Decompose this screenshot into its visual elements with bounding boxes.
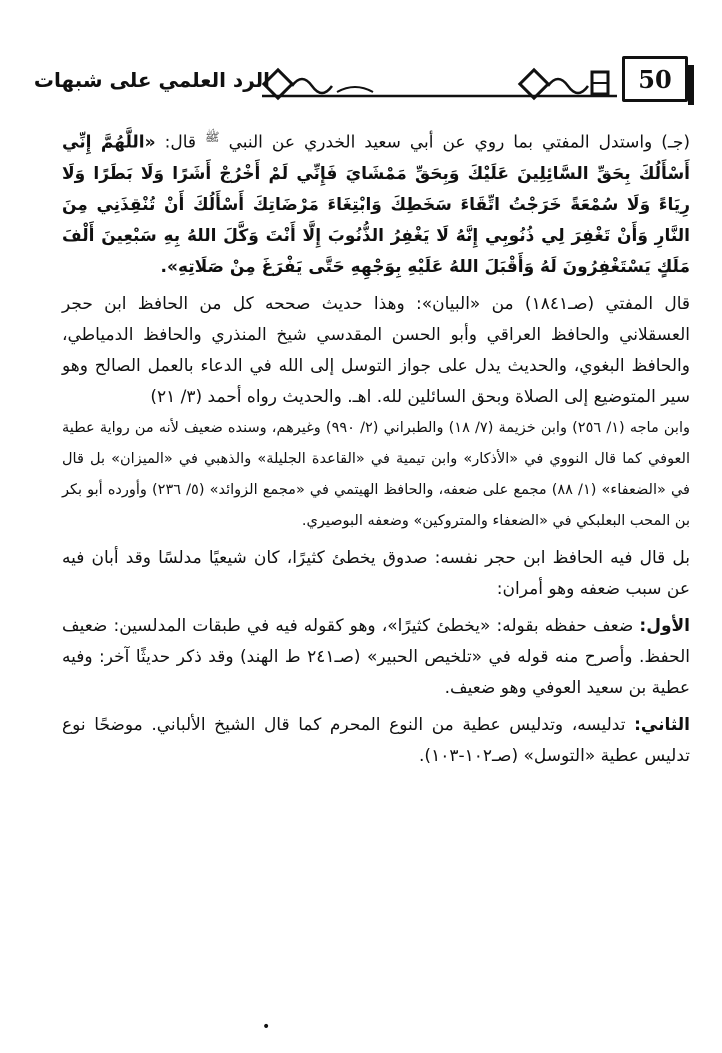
salutation-glyph: ﷺ: [205, 130, 220, 144]
page-number: 50: [638, 64, 672, 94]
paragraph-ibn-hajar: بل قال فيه الحافظ ابن حجر نفسه: صدوق يخطئ كثيرًا، كان شيعيًا مدلسًا وقد أبان فيه عن سبب ضعفه وهو أمران:: [62, 547, 690, 599]
paragraph-hadith: [62, 122, 690, 283]
first-reason-text: ضعف حفظه بقوله: «يخطئ كثيرًا»، وهو كقوله فيه في طبقات المدلسين: ضعيف الحفظ. وأصرح منه قوله في «تلخيص الحبير» (صـ٢٤١ ط الهند) وقد ذكر حديثًا آخر: وفيه عطية بن سعيد العوفي وهو ضعيف.: [62, 615, 690, 698]
paragraph-first-reason: [62, 611, 690, 704]
first-reason-label: الأول:: [639, 615, 690, 636]
second-reason-text: تدليسه، وتدليس عطية من النوع المحرم كما قال الشيخ الألباني. موضحًا نوع تدليس عطية «التوسل» (صـ١٠٢-١٠٣).: [62, 714, 690, 766]
page-number-box: [622, 56, 688, 102]
arabesque-ornament-icon: [262, 66, 617, 102]
intro-text: (جـ) واستدل المفتي بما روي عن أبي سعيد الخدري عن النبي: [228, 132, 691, 153]
running-title: الرد العلمي على شبهات: [33, 68, 270, 92]
qal-text: قال:: [155, 132, 197, 153]
page-body: [62, 122, 690, 772]
page-header: [0, 56, 722, 106]
paragraph-mufti-claim: قال المفتي (صـ١٨٤١) من «البيان»: وهذا حديث صححه كل من الحافظ ابن حجر العسقلاني والحافظ العراقي وأبو الحسن المقدسي شيخ المنذري والحافظ الدمياطي، والحافظ البغوي، والحديث يدل على جواز التوسل إلى الله في الدعاء بالعمل الصالح وهو سير المتوضيع إلى الصلاة وبحق السائلين لله. اهـ. والحديث رواه أحمد (٣/ ٢١): [62, 293, 690, 407]
paragraph-sources: وابن ماجه (١/ ٢٥٦) وابن خزيمة (٧/ ١٨) والطبراني (٢/ ٩٩٠) وغيرهم، وسنده ضعيف لأنه من رواية عطية العوفي كما قال النووي في «الأذكار» وابن تيمية في «القاعدة الجليلة» والذهبي في «الميزان» بل قال في «الضعفاء» (١/ ٨٨) مجمع على ضعفه، والحافظ الهيتمي في «مجمع الزوائد» (٥/ ٢٣٦) وأورده أبو بكر بن المحب البعلبكي في «الضعفاء والمتروكين» وضعفه البوصيري.: [62, 419, 691, 529]
hadith-text: «اللَّهُمَّ إِنِّي أَسْأَلُكَ بِحَقِّ السَّائِلِينَ عَلَيْكَ وَبِحَقِّ مَمْشَايَ فَإِنِّي لَمْ أَخْرُجْ أَشَرًا وَلَا بَطَرًا وَلَا رِيَاءً وَلَا سُمْعَةً خَرَجْتُ اتِّقَاءَ سَخَطِكَ وَابْتِغَاءَ مَرْضَاتِكَ أَسْأَلُكَ أَنْ تُنْقِذَنِي مِنَ النَّارِ وَأَنْ تَغْفِرَ لِي ذُنُوبِي إِنَّهُ لَا يَغْفِرُ الذُّنُوبَ إِلَّا أَنْتَ وَكَّلَ اللهُ بِهِ سَبْعِينَ أَلْفَ مَلَكٍ يَسْتَغْفِرُونَ لَهُ وَأَقْبَلَ اللهُ عَلَيْهِ بِوَجْهِهِ حَتَّى يَفْرَغَ مِنْ صَلَاتِهِ».: [62, 132, 690, 277]
paragraph-second-reason: [62, 710, 690, 772]
second-reason-label: الثاني:: [634, 714, 690, 735]
page-dot-mark: •: [262, 1019, 271, 1035]
